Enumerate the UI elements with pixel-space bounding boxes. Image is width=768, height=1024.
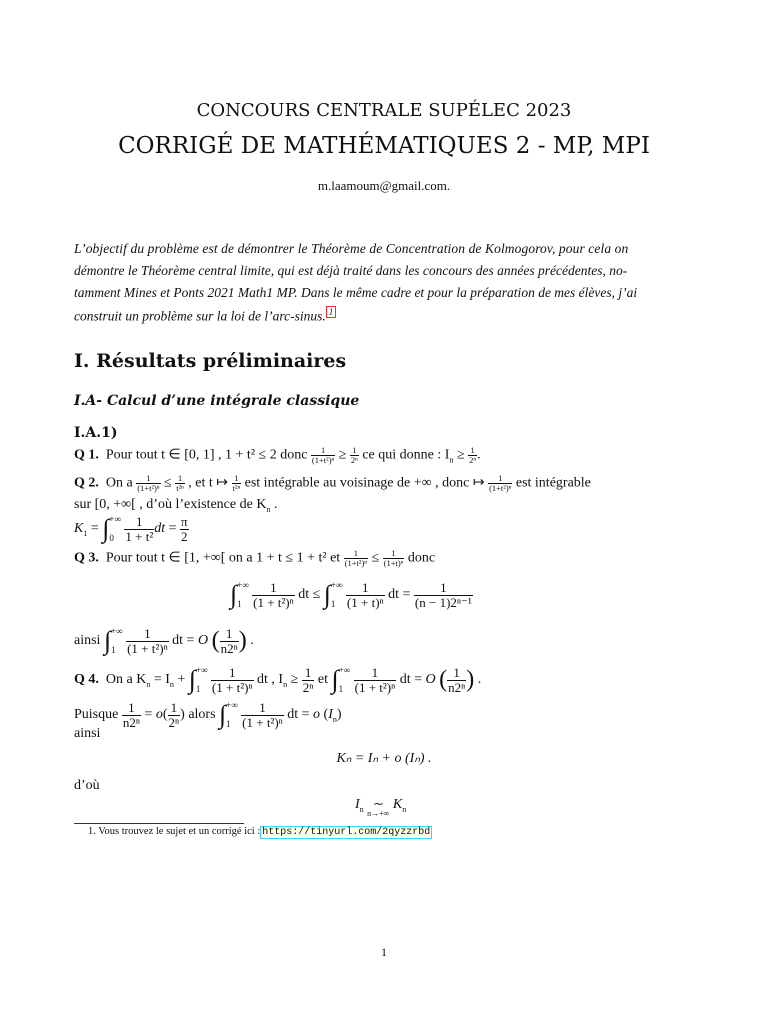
document-title: CORRIGÉ DE MATHÉMATIQUES 2 - MP, MPI xyxy=(118,133,650,159)
footnote-rule xyxy=(74,823,244,824)
q1-label: Q 1. xyxy=(74,447,99,463)
part-label: I.A.1) xyxy=(74,425,118,441)
q4-text-c: dt , I xyxy=(257,672,284,688)
q1-fraction-right: $\frac{1}{\text{2ⁿ}}$ xyxy=(350,445,358,465)
q4-et: et xyxy=(317,672,328,688)
footnote-url-link[interactable]: https://tinyurl.com/2qyzzrbd xyxy=(262,827,431,838)
q4-alors: alors xyxy=(188,707,216,723)
q2-fraction-3: $\frac{1}{\text{t²ⁿ}}$ xyxy=(232,473,241,493)
equiv-subscript: n→+∞ xyxy=(367,809,390,818)
q1-geq: ≥ xyxy=(456,447,465,463)
q3-line: Q 3. Pour tout t ∈ [1, +∞[ on a 1 + t ≤ 1 + t² et $\frac{1}{\text{(1+t²)ⁿ}}$ ≤ $\frac{1}{\text{(1+t)ⁿ}}$ donc xyxy=(74,548,436,568)
q1-fraction-result: $\frac{1}{\text{2ⁿ}}$ xyxy=(469,445,477,465)
intro-line-2: démontre le Théorème central limite, qui est déjà traité dans les concours des années précédentes, no- xyxy=(74,263,628,278)
q4-equation: Kₙ = Iₙ + o (Iₙ) . xyxy=(336,751,432,766)
q3-donc: donc xyxy=(407,550,436,566)
q1-line: Q 1. Pour tout t ∈ [0, 1] , 1 + t² ≤ 2 donc $\frac{1}{\text{(1+t²)ⁿ}}$ ≥ $\frac{1}{\text{2ⁿ}}$ ce qui donne : $I_n$ ≥ $\frac{1}{\text{2ⁿ}}$ . xyxy=(74,445,481,465)
q1-text: Pour tout t ∈ [0, 1] , 1 + t² ≤ 2 donc xyxy=(105,447,308,463)
k1-integrand: $\frac{1}{\text{1 + t²}}$ xyxy=(125,513,154,544)
k1-symbol: K xyxy=(74,521,84,537)
q2-fraction-1: $\frac{1}{\text{(1+t²)ⁿ}}$ xyxy=(137,473,160,493)
pi-over-2: $\frac{\pi}{2}$ xyxy=(181,513,188,544)
q2-text-b: , et t ↦ xyxy=(188,475,229,491)
intro-line-4 xyxy=(74,308,336,325)
q3-text: Pour tout t ∈ [1, +∞[ on a 1 + t ≤ 1 + t² et xyxy=(105,550,341,566)
q2-fraction-2: $\frac{1}{\text{t²ⁿ}}$ xyxy=(176,473,184,493)
q4-dou: d’où xyxy=(74,778,100,793)
q3-ainsi: ainsi xyxy=(74,633,101,649)
q2-text-d: est intégrable xyxy=(515,475,591,491)
intro-line-4-text: construit un problème sur la loi de l’arc-sinus. xyxy=(74,308,326,324)
q3-ainsi-line: ainsi ∫ +∞ 1 $\frac{1}{\text{(1 + t²)ⁿ}}$ dt = O ( $\frac{1}{\text{n2ⁿ}}$ ) . xyxy=(74,625,254,656)
q4-text-b: = I xyxy=(153,672,170,688)
q2-line-2: sur [0, +∞[ , d’où l’existence de $K_n$ . xyxy=(74,497,278,514)
footnote-text: 1. Vous trouvez le sujet et un corrigé ici : xyxy=(88,826,261,837)
author-email: m.laamoum@gmail.com. xyxy=(317,178,451,193)
footnote xyxy=(88,826,432,838)
q2-line-1: Q 2. On a $\frac{1}{\text{(1+t²)ⁿ}}$ ≤ $\frac{1}{\text{t²ⁿ}}$ , et t ↦ $\frac{1}{\text{t²ⁿ}}$ est intégrable au voisinage de +∞ , donc ↦ $\frac{1}{\text{(1+t²)ⁿ}}$ est intégrable xyxy=(74,473,591,493)
q2-fraction-4: $\frac{1}{\text{(1+t²)ⁿ}}$ xyxy=(489,473,512,493)
q2-line-2-text: sur [0, +∞[ , d’où l’existence de K xyxy=(74,497,267,512)
q4-puisque: Puisque xyxy=(74,707,119,723)
q1-fraction-left: $\frac{1}{\text{(1+t²)ⁿ}}$ xyxy=(311,445,335,465)
q3-label: Q 3. xyxy=(74,550,99,566)
q4-line: Q 4. On a $K_n = I_n$ + ∫ +∞ 1 $\frac{1}{\text{(1 + t²)ⁿ}}$ dt , $I_n$ ≥ $\frac{1}{\text{2ⁿ}}$ et ∫ +∞ 1 $\frac{1}{\text{(1 + t²)ⁿ}}$ dt = O ( $\frac{1}{\text{n2ⁿ}}$ ) . xyxy=(74,664,482,695)
intro-line-3: tamment Mines et Ponts 2021 Math1 MP. Dans le même cadre et pour la préparation de mes élèves, j’ai xyxy=(74,285,638,300)
q4-puisque-line: Puisque $\frac{1}{\text{n2ⁿ}}$ = o( $\frac{1}{\text{2ⁿ}}$ ) alors ∫ +∞ 1 $\frac{1}{\text{(1 + t²)ⁿ}}$ dt = o $(I_n)$ xyxy=(74,699,342,730)
q1-text-2: ce qui donne : I xyxy=(362,447,450,463)
intro-line-1: L’objectif du problème est de démontrer le Théorème de Concentration de Kolmogorov, pour cela on xyxy=(74,241,629,256)
q4-label: Q 4. xyxy=(74,672,99,688)
q3-fraction-1: $\frac{1}{\text{(1+t²)ⁿ}}$ xyxy=(344,548,367,568)
q2-text-a: On a xyxy=(105,475,133,491)
footnote-link[interactable]: 1 xyxy=(326,306,337,318)
section-title: I. Résultats préliminaires xyxy=(74,350,347,372)
q3-display-inequality: ∫ +∞ 1 $\frac{1}{\text{(1 + t²)ⁿ}}$ dt ≤ ∫ +∞ 1 $\frac{1}{\text{(1 + t)ⁿ}}$ dt = $\frac{1}{\text{(n − 1)2ⁿ⁻¹}}$ xyxy=(230,579,472,610)
q4-equivalence: $I_n$ ∼ n→+∞ $K_n$ xyxy=(355,796,407,818)
q3-fraction-2: $\frac{1}{\text{(1+t)ⁿ}}$ xyxy=(383,548,404,568)
q4-ainsi: ainsi xyxy=(74,726,101,741)
subsection-title: I.A- Calcul d’une intégrale classique xyxy=(74,393,360,409)
q2-k1-formula: $K_1$ = ∫ +∞ 0 $\frac{1}{\text{1 + t²}}$ dt = $\frac{\pi}{2}$ xyxy=(74,513,188,544)
page-number: 1 xyxy=(381,945,387,959)
q2-label: Q 2. xyxy=(74,475,99,491)
contest-heading: CONCOURS CENTRALE SUPÉLEC 2023 xyxy=(196,100,572,121)
q4-text-a: On a K xyxy=(105,672,147,688)
q2-text-c: est intégrable au voisinage de +∞ , donc ↦ xyxy=(244,475,485,491)
